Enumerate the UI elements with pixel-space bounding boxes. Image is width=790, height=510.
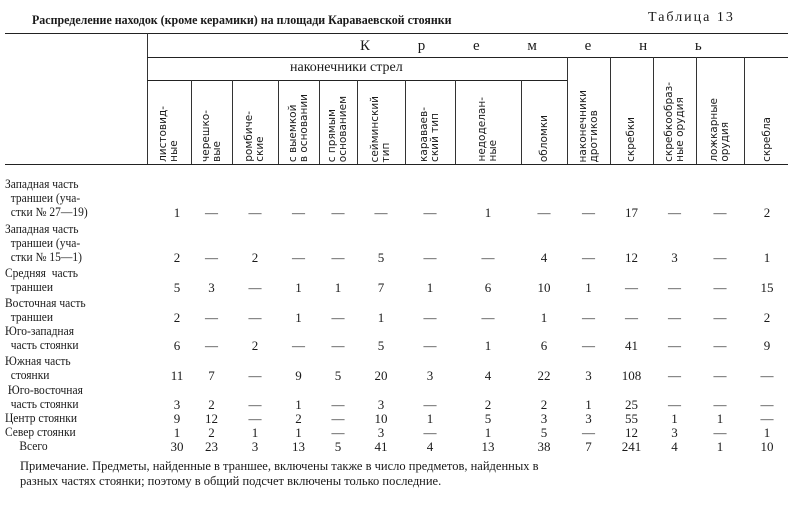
- table-cell: 1: [585, 280, 592, 295]
- table-cell: 2: [484, 397, 492, 412]
- table-cell: —: [625, 280, 638, 295]
- row-label: Средняя часть траншеи: [5, 265, 78, 294]
- table-cell: —: [292, 250, 305, 265]
- table-cell: 11: [170, 368, 184, 383]
- table-cell: 2: [540, 397, 548, 412]
- table-cell: —: [625, 310, 638, 325]
- table-cell: 23: [205, 439, 218, 454]
- table-cell: 1: [334, 280, 342, 295]
- table-cell: 1: [716, 439, 724, 454]
- table-cell: 4: [540, 250, 548, 265]
- column-header-label: скребкообраз- ные орудия: [662, 82, 686, 162]
- table-cell: 3: [251, 439, 259, 454]
- table-cell: —: [713, 280, 727, 295]
- table-cell: —: [537, 205, 551, 220]
- table-cell: 25: [625, 397, 638, 412]
- column-header: [610, 82, 653, 162]
- table-cell: —: [331, 310, 345, 325]
- table-cell: 3: [173, 397, 181, 412]
- table-cell: —: [582, 250, 595, 265]
- column-header-label: ложкарные орудия: [708, 98, 731, 162]
- table-cell: 2: [173, 250, 181, 265]
- table-cell: —: [668, 310, 681, 325]
- table-cell: 20: [374, 368, 388, 383]
- table-cell: 2: [173, 310, 181, 325]
- table-cell: 1: [251, 425, 259, 440]
- table-cell: 1: [671, 411, 678, 426]
- table-caption: Распределение находок (кроме керамики) на площади Караваевской стоянки: [32, 12, 452, 27]
- column-header-label: черешко- вые: [199, 110, 223, 162]
- table-cell: —: [423, 205, 437, 220]
- table-cell: —: [248, 205, 262, 220]
- table-cell: —: [331, 205, 345, 220]
- table-cell: 4: [484, 368, 492, 383]
- table-cell: 5: [173, 280, 181, 295]
- table-cell: 9: [763, 338, 771, 353]
- table-cell: 3: [377, 397, 385, 412]
- table-cell: 6: [540, 338, 548, 353]
- table-cell: 5: [484, 411, 492, 426]
- table-cell: 5: [334, 439, 342, 454]
- table-cell: 1: [426, 411, 434, 426]
- row-label: Всего: [5, 439, 48, 453]
- table-cell: 7: [585, 439, 592, 454]
- table-cell: 241: [621, 439, 642, 454]
- table-cell: —: [760, 368, 774, 383]
- table-cell: 9: [295, 368, 302, 383]
- table-cell: 2: [295, 411, 302, 426]
- table-cell: 2: [763, 310, 771, 325]
- table-cell: 5: [334, 368, 342, 383]
- table-cell: —: [248, 411, 262, 426]
- column-header-label: недоделан- ные: [476, 97, 499, 162]
- table-cell: 4: [671, 439, 678, 454]
- table-cell: —: [423, 250, 437, 265]
- table-cell: 1: [540, 310, 548, 325]
- row-label: Южная часть стоянки: [5, 353, 71, 382]
- table-cell: 1: [295, 397, 302, 412]
- table-cell: 5: [377, 338, 385, 353]
- column-header: [744, 82, 790, 162]
- table-cell: —: [205, 250, 218, 265]
- column-header: [147, 82, 191, 162]
- table-cell: —: [292, 338, 305, 353]
- table-cell: 7: [208, 368, 215, 383]
- table-cell: 1: [377, 310, 385, 325]
- column-header: [521, 82, 567, 162]
- table-cell: 108: [621, 368, 642, 383]
- column-header-label: листовид- ные: [157, 106, 180, 162]
- subgroup-header: наконечники стрел: [290, 60, 403, 75]
- row-label: Западная часть траншеи (уча- стки № 15—1): [5, 221, 82, 264]
- table-cell: 2: [208, 397, 215, 412]
- table-cell: —: [668, 397, 681, 412]
- table-cell: 1: [173, 425, 181, 440]
- table-cell: —: [713, 205, 727, 220]
- column-header: [232, 82, 278, 162]
- table-cell: 2: [208, 425, 215, 440]
- table-cell: 13: [292, 439, 305, 454]
- table-cell: —: [760, 397, 774, 412]
- table-cell: —: [205, 205, 218, 220]
- table-cell: 1: [295, 425, 302, 440]
- table-cell: 1: [763, 250, 771, 265]
- top-rule: [5, 33, 788, 34]
- table-cell: 10: [537, 280, 551, 295]
- table-cell: —: [713, 250, 727, 265]
- table-cell: —: [760, 411, 774, 426]
- row-label: Юго-восточная часть стоянки: [7, 382, 83, 411]
- table-cell: 6: [484, 280, 492, 295]
- table-cell: 6: [173, 338, 181, 353]
- table-cell: 22: [537, 368, 551, 383]
- table-cell: 55: [625, 411, 638, 426]
- column-header-label: сейминский тип: [369, 95, 392, 162]
- table-cell: 3: [377, 425, 385, 440]
- table-cell: —: [713, 310, 727, 325]
- table-cell: —: [423, 338, 437, 353]
- column-header-label: караваев- ский тип: [418, 107, 441, 162]
- table-cell: —: [668, 368, 681, 383]
- table-cell: 15: [760, 280, 774, 295]
- table-cell: —: [582, 310, 595, 325]
- row-label: Север стоянки: [5, 425, 76, 439]
- table-cell: —: [331, 338, 345, 353]
- table-cell: 2: [251, 338, 259, 353]
- table-cell: 13: [481, 439, 495, 454]
- table-cell: 12: [205, 411, 218, 426]
- table-cell: —: [582, 205, 595, 220]
- table-cell: —: [331, 411, 345, 426]
- column-header-label: с выемкой в основании: [286, 93, 310, 162]
- table-cell: —: [713, 368, 727, 383]
- table-cell: —: [331, 250, 345, 265]
- column-header: [696, 82, 744, 162]
- table-cell: 3: [540, 411, 548, 426]
- row-label: Западная часть траншеи (уча- стки № 27—19): [5, 176, 88, 219]
- column-header-label: обломки: [537, 114, 550, 162]
- table-cell: 17: [625, 205, 638, 220]
- column-header-label: с прямым основанием: [326, 95, 349, 162]
- column-header: [191, 82, 232, 162]
- table-cell: —: [582, 338, 595, 353]
- table-cell: 1: [484, 205, 492, 220]
- table-cell: 5: [540, 425, 548, 440]
- table-cell: —: [374, 205, 388, 220]
- table-number: Таблица 13: [648, 10, 735, 25]
- table-cell: —: [668, 280, 681, 295]
- table-cell: 3: [585, 411, 592, 426]
- table-cell: 2: [251, 250, 259, 265]
- row-label: Центр стоянки: [5, 411, 78, 425]
- table-cell: 1: [585, 397, 592, 412]
- table-cell: 41: [625, 338, 638, 353]
- row-label: Юго-западная часть стоянки: [5, 323, 79, 352]
- column-header: [357, 82, 405, 162]
- table-cell: —: [713, 425, 727, 440]
- table-cell: 7: [377, 280, 385, 295]
- table-cell: —: [248, 397, 262, 412]
- group-rule: [147, 57, 788, 58]
- table-cell: —: [248, 310, 262, 325]
- table-cell: 1: [426, 280, 434, 295]
- column-header: [653, 82, 696, 162]
- table-cell: —: [668, 205, 681, 220]
- table-cell: 12: [625, 250, 638, 265]
- table-cell: 1: [173, 205, 181, 220]
- table-cell: 3: [671, 425, 678, 440]
- table-cell: 30: [170, 439, 184, 454]
- table-cell: —: [331, 425, 345, 440]
- column-header: [567, 82, 610, 162]
- column-header: [405, 82, 455, 162]
- table-cell: 41: [374, 439, 388, 454]
- table-cell: 1: [716, 411, 724, 426]
- table-cell: —: [331, 397, 345, 412]
- column-header: [319, 82, 357, 162]
- table-cell: —: [668, 338, 681, 353]
- table-cell: 3: [585, 368, 592, 383]
- table-cell: —: [205, 310, 218, 325]
- table-cell: 3: [426, 368, 434, 383]
- table-note: Примечание. Предметы, найденные в траншее, включены также в число предметов, найденных в разных частях стоянки; поэтому в общий подсчет включены только последние.: [20, 459, 539, 488]
- row-label: Восточная часть траншеи: [5, 295, 86, 324]
- table-cell: —: [481, 250, 495, 265]
- table-cell: 5: [377, 250, 385, 265]
- table-cell: —: [713, 338, 727, 353]
- table-cell: 1: [295, 310, 302, 325]
- table-cell: 1: [484, 338, 492, 353]
- table-cell: —: [423, 397, 437, 412]
- table-cell: —: [582, 425, 595, 440]
- group-header: К р е м е н ь: [360, 38, 724, 54]
- table-cell: 38: [537, 439, 551, 454]
- table-cell: 9: [173, 411, 181, 426]
- table-cell: 3: [671, 250, 678, 265]
- table-cell: 1: [484, 425, 492, 440]
- column-header-label: скребки: [625, 117, 637, 162]
- table-cell: —: [205, 338, 218, 353]
- table-cell: 4: [426, 439, 434, 454]
- header-bottom-rule: [5, 164, 788, 165]
- table-cell: 2: [763, 205, 771, 220]
- table-cell: 10: [374, 411, 388, 426]
- table-cell: —: [423, 425, 437, 440]
- table-cell: 1: [295, 280, 302, 295]
- table-cell: 3: [208, 280, 215, 295]
- table-cell: —: [248, 368, 262, 383]
- column-header-label: скребла: [760, 117, 773, 162]
- table-cell: 12: [625, 425, 638, 440]
- table-cell: 1: [763, 425, 771, 440]
- column-header: [455, 82, 521, 162]
- table-cell: —: [248, 280, 262, 295]
- table-cell: —: [713, 397, 727, 412]
- table-cell: —: [481, 310, 495, 325]
- column-header-label: ромбиче- ские: [243, 111, 266, 162]
- table-cell: 10: [760, 439, 774, 454]
- table-cell: —: [423, 310, 437, 325]
- table-cell: —: [292, 205, 305, 220]
- column-header-label: наконечники дротиков: [576, 89, 600, 162]
- column-header: [278, 82, 319, 162]
